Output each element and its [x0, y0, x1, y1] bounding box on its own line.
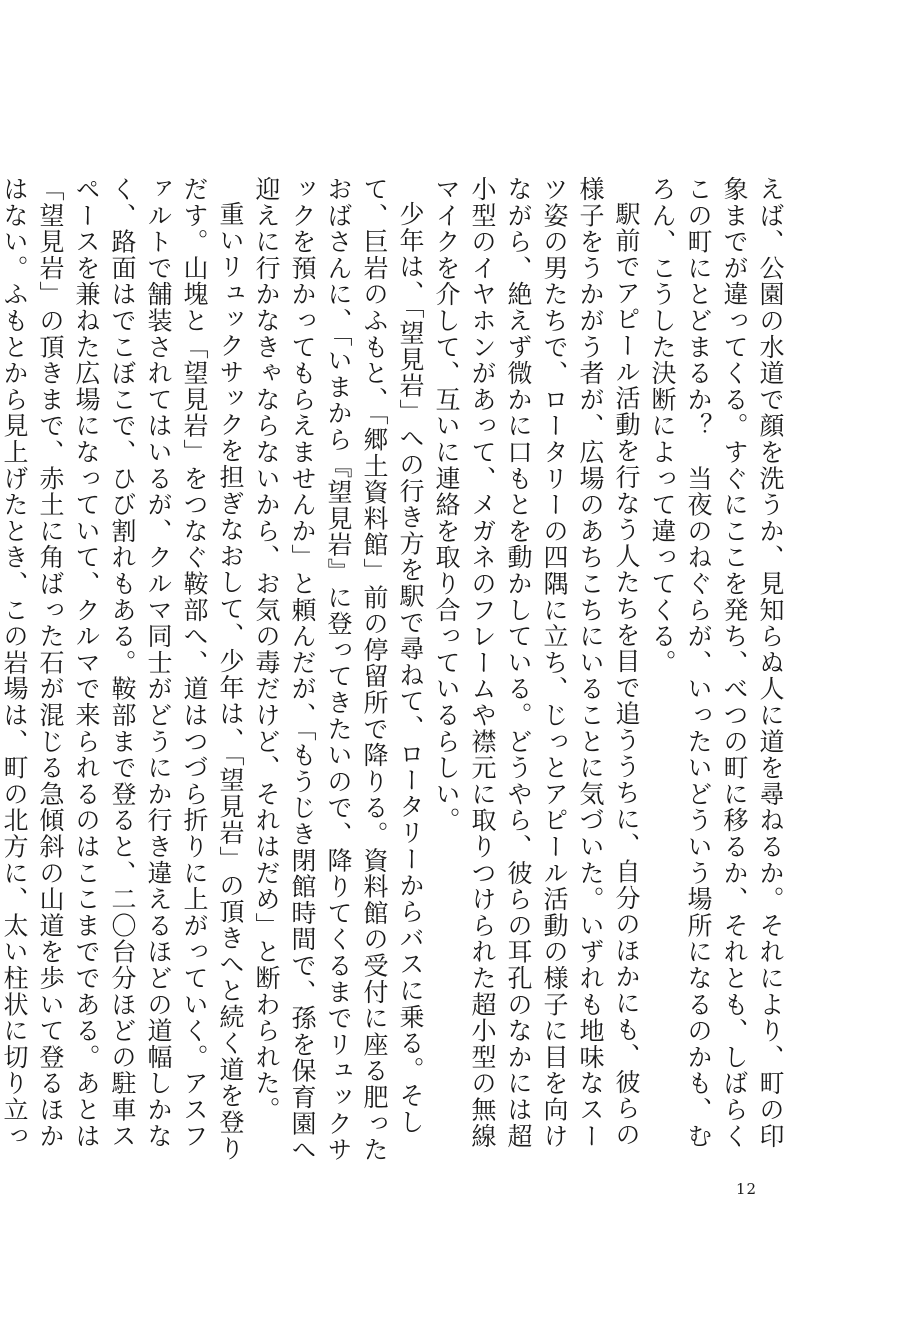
paragraph-2: 駅前でアピール活動を行なう人たちを目で追ううちに、自分のほかにも、彼らの様子をうかがう者が、広場のあちこちにいることに気づいた。いずれも地味なスーツ姿の男たちで、ロータリーの四隅に立ち、じっとアピール活動の様子に目を向けながら、絶えず微かに口もとを動かしている。どうやら、彼らの耳孔のなかには超小型のイヤホンがあって、メガネのフレームや襟元に取りつけられた超小型の無線マイクを介して、互いに連絡を取り合っているらしい。 [432, 176, 641, 1150]
paragraph-3: 少年は、「望見岩」への行き方を駅で尋ねて、ロータリーからバスに乗る。そして、巨岩のふもと、「郷土資料館」前の停留所で降りる。資料館の受付に座る肥ったおばさんに、「いまから『望見岩』に登ってきたいので、降りてくるまでリュックサックを預かってもらえませんか」と頼んだが、「もうじき閉館時間で、孫を保育園へ迎えに行かなきゃならないから、お気の毒だけど、それはだめ」と断わられた。 [252, 176, 425, 1163]
page-number: 12 [736, 1180, 758, 1198]
body-text [0, 176, 788, 1166]
paragraph-4: 重いリュックサックを担ぎなおして、少年は、「望見岩」の頂きへと続く道を登りだす。山塊と「望見岩」をつなぐ鞍部へ、道はつづら折りに上がっていく。アスファルトで舗装されてはいるが、クルマ同士がどうにか行き違えるほどの道幅しかなく、路面はでこぼこで、ひび割れもある。鞍部まで登ると、二〇台分ほどの駐車スペースを兼ねた広場になっていて、クルマで来られるのはここまでである。あとは「望見岩」の頂きまで、赤土に角ばった石が混じる急傾斜の山道を歩いて登るほかはない。ふもとから見上げたとき、この岩場は、町の北方に、太い柱状に切り立っ [0, 176, 245, 1162]
paragraph-1: えば、公園の水道で顔を洗うか、見知らぬ人に道を尋ねるか。それにより、町の印象までが違ってくる。すぐにここを発ち、べつの町に移るか、それとも、しばらくこの町にとどまるか？ 当夜のねぐらが、いったいどういう場所になるのかも、むろん、こうした決断によって違ってくる。 [648, 176, 785, 1150]
